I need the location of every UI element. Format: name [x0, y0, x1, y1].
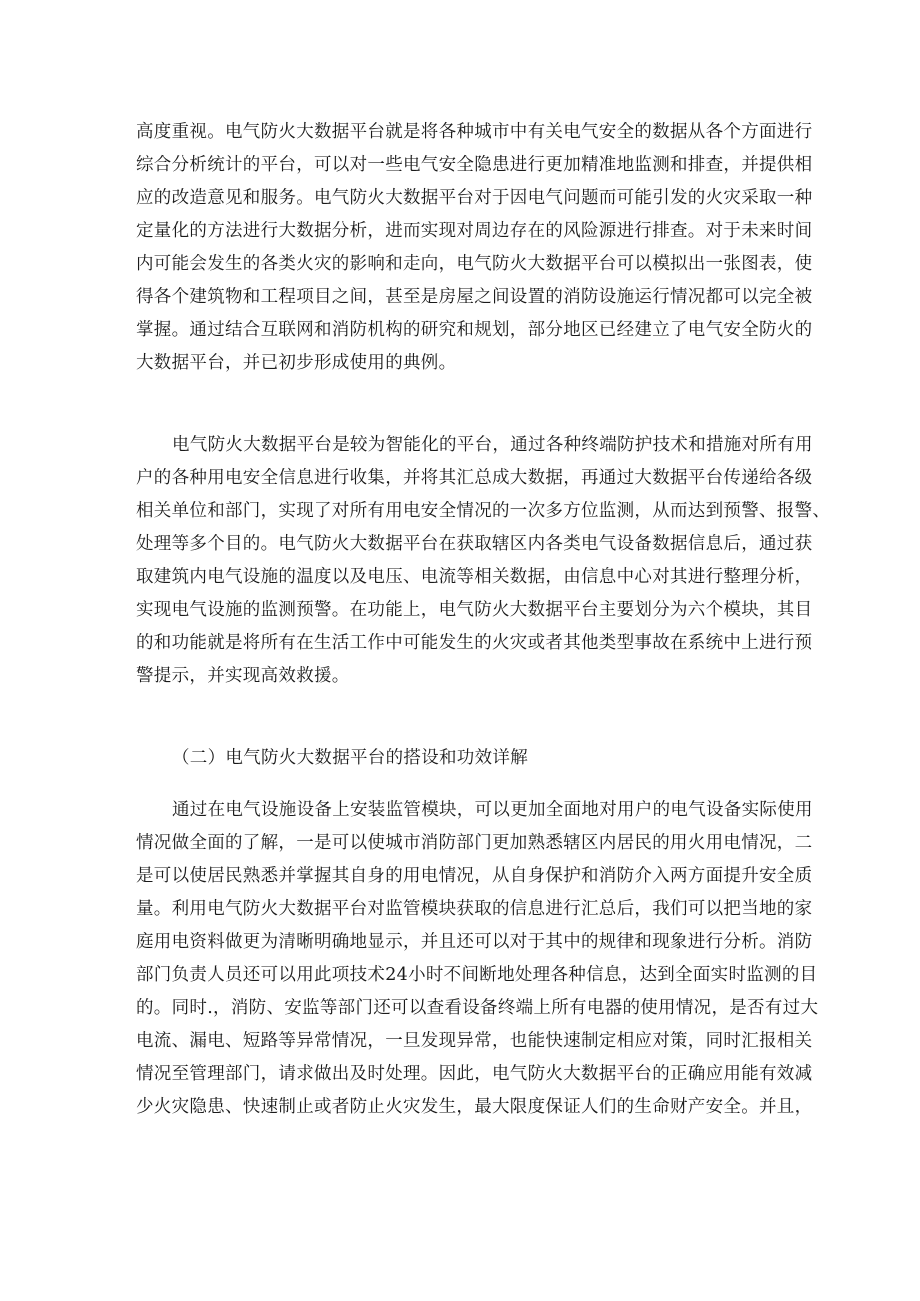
- text-line: 大数据平台，并已初步形成使用的典例。: [136, 353, 457, 373]
- text-line: 的。同时.，消防、安监等部门还可以查看设备终端上所有电器的使用情况，是否有过大: [136, 998, 819, 1018]
- text-line: 电流、漏电、短路等异常情况，一旦发现异常，也能快速制定相应对策，同时汇报相关: [136, 1031, 813, 1051]
- text-line: 高度重视。电气防火大数据平台就是将各种城市中有关电气安全的数据从各个方面进行: [136, 122, 813, 142]
- text-line: 情况做全面的了解，一是可以使城市消防部门更加熟悉辖区内居民的用火用电情况，二: [136, 833, 813, 853]
- text-line: 应的改造意见和服务。电气防火大数据平台对于因电气问题而可能引发的火灾采取一种: [136, 188, 813, 208]
- text-line: 的和功能就是将所有在生活工作中可能发生的火灾或者其他类型事故在系统中上进行预: [136, 633, 813, 653]
- section-heading: （二）电气防火大数据平台的搭设和功效详解: [172, 748, 528, 768]
- text-line: 量。利用电气防火大数据平台对监管模块获取的信息进行汇总后，我们可以把当地的家: [136, 899, 813, 919]
- text-line: 庭用电资料做更为清晰明确地显示，并且还可以对于其中的规律和现象进行分析。消防: [136, 932, 813, 952]
- text-line: 掌握。通过结合互联网和消防机构的研究和规划，部分地区已经建立了电气安全防火的: [136, 320, 813, 340]
- text-line: 内可能会发生的各类火灾的影响和走向，电气防火大数据平台可以模拟出一张图表，使: [136, 254, 813, 274]
- text-line: 取建筑内电气设施的温度以及电压、电流等相关数据，由信息中心对其进行整理分析，: [136, 567, 813, 587]
- text-line: 综合分析统计的平台，可以对一些电气安全隐患进行更加精准地监测和排查，并提供相: [136, 155, 813, 175]
- text-line: 部门负责人员还可以用此项技术24小时不间断地处理各种信息，达到全面实时监测的目: [136, 965, 818, 985]
- text-line: 通过在电气设施设备上安装监管模块，可以更加全面地对用户的电气设备实际使用: [172, 800, 813, 820]
- text-line: 是可以使居民熟悉并掌握其自身的用电情况，从自身保护和消防介入两方面提升安全质: [136, 866, 813, 886]
- paragraph-3: [136, 794, 819, 1124]
- text-line: 定量化的方法进行大数据分析，进而实现对周边存在的风险源进行排查。对于未来时间: [136, 221, 813, 241]
- text-line: 处理等多个目的。电气防火大数据平台在获取辖区内各类电气设备数据信息后，通过获: [136, 534, 813, 554]
- paragraph-2: [136, 429, 831, 693]
- text-line: 户的各种用电安全信息进行收集，并将其汇总成大数据，再通过大数据平台传递给各级: [136, 468, 813, 488]
- text-line: 相关单位和部门，实现了对所有用电安全情况的一次多方位监测，从而达到预警、报警、: [136, 501, 831, 521]
- text-line: 警提示，并实现高效救援。: [136, 666, 350, 686]
- text-line: 得各个建筑物和工程项目之间，甚至是房屋之间设置的消防设施运行情况都可以完全被: [136, 287, 813, 307]
- text-line: 电气防火大数据平台是较为智能化的平台，通过各种终端防护技术和措施对所有用: [172, 435, 813, 455]
- text-line: 实现电气设施的监测预警。在功能上，电气防火大数据平台主要划分为六个模块，其目: [136, 600, 813, 620]
- paragraph-1: [136, 116, 813, 380]
- text-line: 情况至管理部门，请求做出及时处理。因此，电气防火大数据平台的正确应用能有效减: [136, 1064, 813, 1084]
- text-line: 少火灾隐患、快速制止或者防止火灾发生，最大限度保证人们的生命财产安全。并且，: [136, 1097, 813, 1117]
